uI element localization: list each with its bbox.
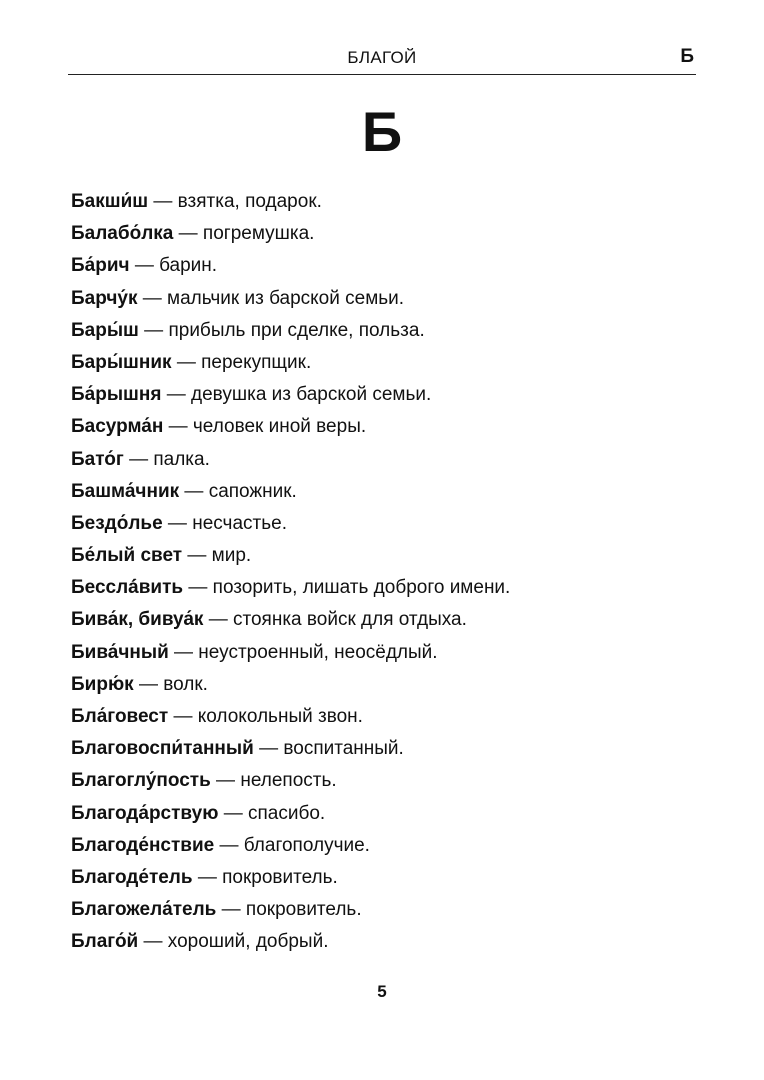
entry-term: Благожела́тель — [71, 899, 217, 921]
entry-term: Балабо́лка — [71, 223, 174, 245]
header-rule — [68, 74, 696, 75]
entry-definition: — колокольный звон. — [168, 706, 363, 727]
entry — [71, 894, 711, 926]
entry-definition: — взятка, подарок. — [148, 191, 322, 212]
entry-term: Бирю́к — [71, 673, 134, 695]
entry — [71, 444, 711, 476]
entry — [71, 476, 711, 508]
entry-definition: — перекупщик. — [171, 351, 312, 373]
entry-definition: — покровитель. — [216, 899, 362, 921]
entry — [71, 637, 711, 669]
entry — [71, 701, 711, 733]
entry-term: Ба́рышня — [71, 384, 162, 406]
entry-definition: — покровитель. — [192, 866, 338, 888]
entry — [71, 315, 711, 347]
entry-definition: — девушка из барской семьи. — [161, 384, 432, 406]
entry — [71, 250, 711, 282]
entry-definition: — хороший, добрый. — [138, 931, 329, 953]
entry-definition: — барин. — [129, 255, 218, 277]
entry — [71, 765, 711, 797]
entry — [71, 411, 711, 443]
running-title: БЛАГОЙ — [347, 48, 417, 67]
entry-term: Бива́к, бивуа́к — [71, 609, 204, 631]
entry-definition: — нелепость. — [210, 770, 337, 792]
entry — [71, 508, 711, 540]
entry-definition: — позорить, лишать доброго имени. — [183, 577, 511, 599]
entry-term: Башма́чник — [71, 480, 180, 502]
entry-definition: — мальчик из барской семьи. — [137, 287, 405, 309]
entry-term: Благода́рствую — [71, 802, 219, 824]
entry-definition: — спасибо. — [218, 802, 326, 824]
entry-term: Бездо́лье — [71, 512, 163, 534]
entry — [71, 218, 711, 250]
entry-term: Басурма́н — [71, 416, 164, 438]
entry-list — [71, 186, 711, 959]
entry-term: Бато́г — [71, 448, 124, 470]
entry-term: Благовоспи́танный — [71, 738, 254, 760]
entry-definition: — прибыль при сделке, польза. — [138, 319, 425, 341]
entry-definition: — палка. — [123, 448, 210, 470]
entry-term: Благоде́тель — [71, 866, 193, 888]
entry — [71, 283, 711, 315]
entry-term: Ба́рич — [71, 255, 130, 277]
entry — [71, 540, 711, 572]
entry-term: Бары́шник — [71, 351, 172, 373]
entry — [71, 669, 711, 701]
entry — [71, 186, 711, 218]
entry-term: Бесслá́вить — [71, 577, 184, 599]
entry-term: Бе́лый свет — [71, 545, 183, 567]
entry-term: Бакши́ш — [71, 191, 149, 212]
entry-term: Благоде́нствие — [71, 834, 215, 856]
entry — [71, 347, 711, 379]
entry-definition: — стоянка войск для отдыха. — [203, 609, 467, 631]
entry-definition: — воспитанный. — [253, 738, 404, 760]
running-section-letter: Б — [680, 46, 694, 67]
entry — [71, 862, 711, 894]
entry — [71, 604, 711, 636]
entry-term: Благо́й — [71, 931, 139, 953]
entry-definition: — благополучие. — [214, 834, 370, 856]
entry-term: Бары́ш — [71, 319, 139, 341]
entry — [71, 798, 711, 830]
entry — [71, 926, 711, 958]
entry-definition: — погремушка. — [173, 223, 315, 245]
running-header — [68, 44, 696, 74]
entry — [71, 572, 711, 604]
entry-term: Бла́говест — [71, 706, 169, 727]
entry-definition: — сапожник. — [179, 480, 297, 502]
entry — [71, 379, 711, 411]
entry-definition: — человек иной веры. — [163, 416, 367, 438]
entry-definition: — мир. — [182, 545, 252, 567]
entry-definition: — несчастье. — [162, 512, 287, 534]
entry-definition: — неустроенный, неосёдлый. — [168, 641, 438, 663]
page-number: 5 — [377, 982, 387, 1001]
section-heading: Б — [361, 100, 403, 163]
entry-term: Барчу́к — [71, 287, 138, 309]
entry — [71, 733, 711, 765]
entry-definition: — волк. — [133, 673, 208, 695]
entry — [71, 830, 711, 862]
entry-term: Благоглу́пость — [71, 770, 211, 792]
entry-term: Бива́чный — [71, 641, 169, 663]
